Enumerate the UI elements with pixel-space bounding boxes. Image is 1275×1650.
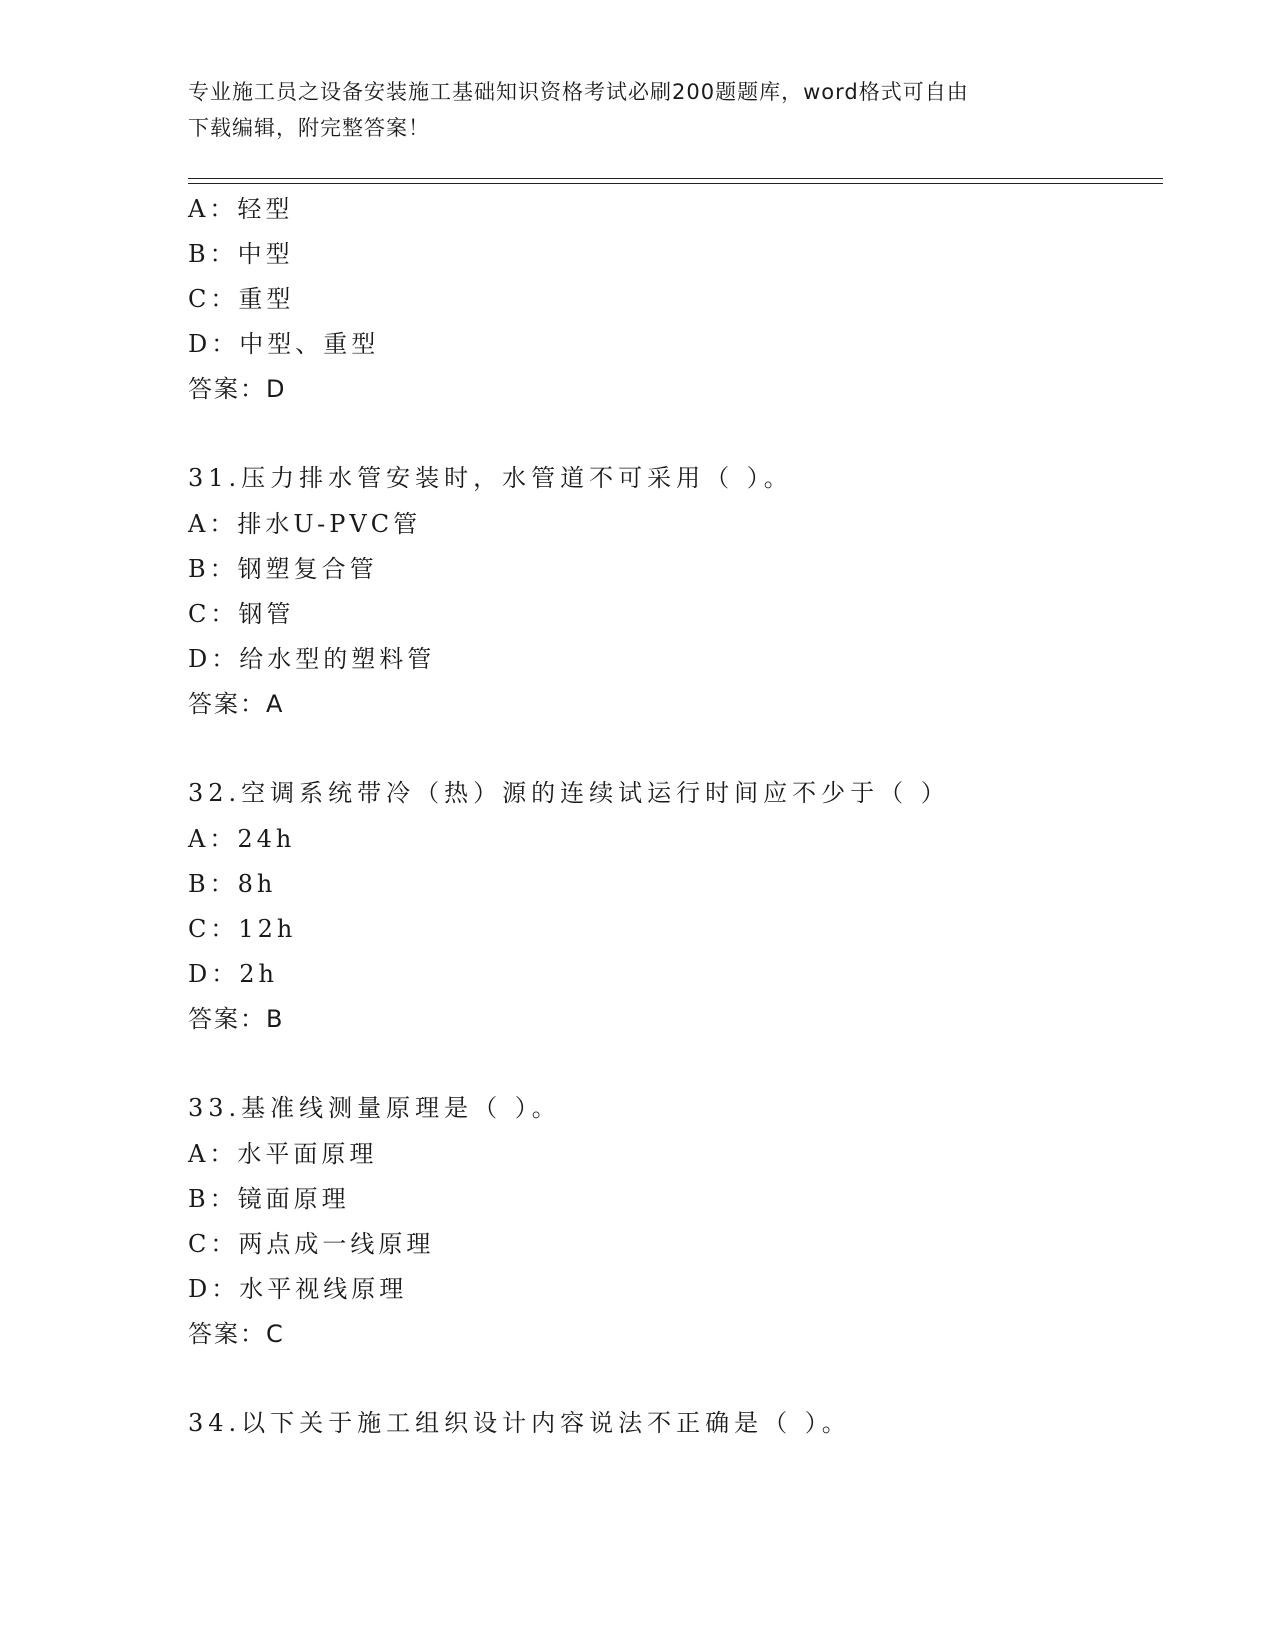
q30-option-b: B：中型 [188, 240, 294, 268]
q33-question: 33.基准线测量原理是（ ）。 [188, 1094, 561, 1122]
q31-option-d: D：给水型的塑料管 [188, 645, 436, 673]
q30-option-d: D：中型、重型 [188, 330, 380, 358]
q30-option-c: C：重型 [188, 285, 295, 313]
q31-question: 31.压力排水管安装时，水管道不可采用（ ）。 [188, 464, 793, 492]
document-header [188, 74, 1088, 146]
q33-option-d: D：水平视线原理 [188, 1275, 408, 1303]
header-divider-bottom [188, 183, 1163, 184]
q32-option-c: C：12h [188, 915, 297, 943]
q34-question: 34.以下关于施工组织设计内容说法不正确是（ ）。 [188, 1409, 851, 1437]
q32-option-b: B：8h [188, 870, 277, 898]
header-divider-top [188, 178, 1163, 179]
q33-option-b: B：镜面原理 [188, 1185, 350, 1213]
q32-answer: 答案：B [188, 1005, 285, 1033]
q32-option-a: A：24h [188, 825, 296, 853]
q30-answer: 答案：D [188, 375, 287, 403]
header-line-2: 下载编辑，附完整答案！ [188, 116, 430, 140]
q31-option-b: B：钢塑复合管 [188, 555, 378, 583]
q32-question: 32.空调系统带冷（热）源的连续试运行时间应不少于（ ） [188, 779, 950, 807]
q31-option-a: A：排水U-PVC管 [188, 510, 422, 538]
header-line-1: 专业施工员之设备安装施工基础知识资格考试必刷200题题库，word格式可自由 [188, 80, 969, 104]
q33-option-c: C：两点成一线原理 [188, 1230, 435, 1258]
q32-option-d: D：2h [188, 960, 278, 988]
q31-answer: 答案：A [188, 690, 285, 718]
q30-option-a: A：轻型 [188, 195, 294, 223]
q33-answer: 答案：C [188, 1320, 285, 1348]
q33-option-a: A：水平面原理 [188, 1140, 378, 1168]
q31-option-c: C：钢管 [188, 600, 295, 628]
